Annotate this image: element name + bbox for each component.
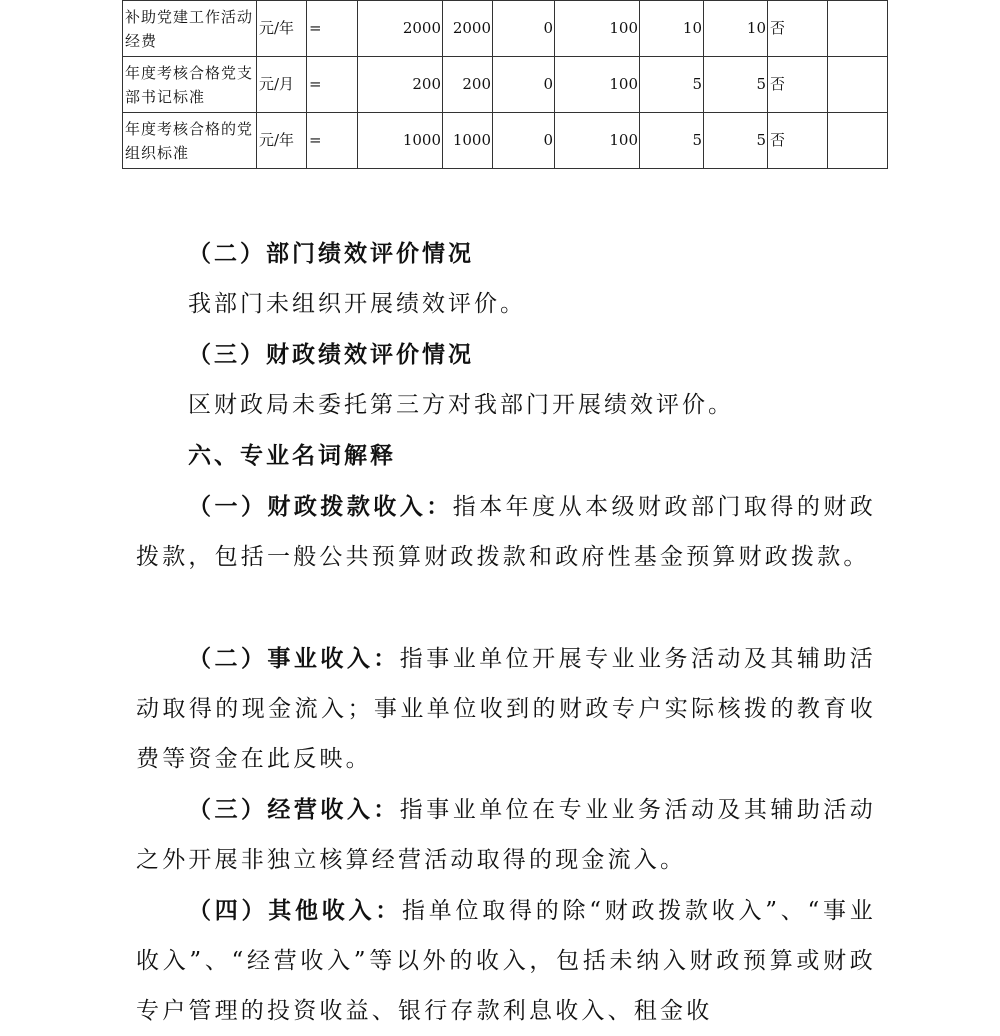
term-label: （三）经营收入： (188, 796, 400, 823)
unit-cell: 元/年 (257, 1, 307, 57)
term-text: 指事业单位在专业业务活动及其辅助活动之外开展非独立核算经营活动取得的现金流入。 (136, 797, 876, 873)
fin-eval-heading: （三）财政绩效评价情况 (188, 341, 474, 368)
term-paragraph-business-income (136, 634, 876, 784)
operator-cell: = (307, 57, 358, 113)
terms-heading: 六、专业名词解释 (188, 442, 396, 469)
term-paragraph-other-income (136, 886, 876, 1036)
target-value-cell: 200 (358, 57, 443, 113)
weight-cell: 5 (640, 57, 704, 113)
term-label: （一）财政拨款收入： (188, 493, 453, 520)
indicator-name-cell: 年度考核合格的党组织标准 (123, 113, 257, 169)
unit-cell: 元/年 (257, 113, 307, 169)
completion-rate-cell: 100 (555, 57, 640, 113)
unit-cell: 元/月 (257, 57, 307, 113)
term-paragraph-operating-income (136, 785, 876, 885)
flag-cell: 否 (768, 57, 828, 113)
flag-cell: 否 (768, 1, 828, 57)
score-cell: 5 (704, 57, 768, 113)
fin-eval-text: 区财政局未委托第三方对我部门开展绩效评价。 (188, 392, 734, 418)
indicator-name-cell: 年度考核合格党支部书记标准 (123, 57, 257, 113)
completion-rate-cell: 100 (555, 1, 640, 57)
deviation-cell: 0 (493, 1, 555, 57)
extra-cell (828, 57, 888, 113)
completion-rate-cell: 100 (555, 113, 640, 169)
weight-cell: 5 (640, 113, 704, 169)
score-cell: 10 (704, 1, 768, 57)
operator-cell: = (307, 1, 358, 57)
flag-cell: 否 (768, 113, 828, 169)
term-text: 指单位取得的除“财政拨款收入”、“事业收入”、“经营收入”等以外的收入，包括未纳入财政预算或财政专户管理的投资收益、银行存款利息收入、租金收 (136, 898, 876, 1024)
actual-value-cell: 2000 (443, 1, 493, 57)
table-row (123, 57, 888, 113)
extra-cell (828, 113, 888, 169)
table-row (123, 113, 888, 169)
term-paragraph-fiscal-appropriation (136, 482, 876, 582)
deviation-cell: 0 (493, 57, 555, 113)
target-value-cell: 2000 (358, 1, 443, 57)
performance-table (122, 0, 888, 169)
term-label: （二）事业收入： (188, 645, 400, 672)
term-text: 指事业单位开展专业业务活动及其辅助活动取得的现金流入；事业单位收到的财政专户实际核拨的教育收费等资金在此反映。 (136, 646, 876, 772)
dept-eval-text: 我部门未组织开展绩效评价。 (188, 291, 526, 317)
score-cell: 5 (704, 113, 768, 169)
weight-cell: 10 (640, 1, 704, 57)
dept-eval-heading: （二）部门绩效评价情况 (188, 240, 474, 267)
extra-cell (828, 1, 888, 57)
actual-value-cell: 200 (443, 57, 493, 113)
indicator-name-cell: 补助党建工作活动经费 (123, 1, 257, 57)
operator-cell: = (307, 113, 358, 169)
actual-value-cell: 1000 (443, 113, 493, 169)
term-text: 指本年度从本级财政部门取得的财政拨款，包括一般公共预算财政拨款和政府性基金预算财政拨款。 (136, 494, 876, 570)
term-label: （四）其他收入： (188, 897, 403, 924)
table-row (123, 1, 888, 57)
deviation-cell: 0 (493, 113, 555, 169)
target-value-cell: 1000 (358, 113, 443, 169)
